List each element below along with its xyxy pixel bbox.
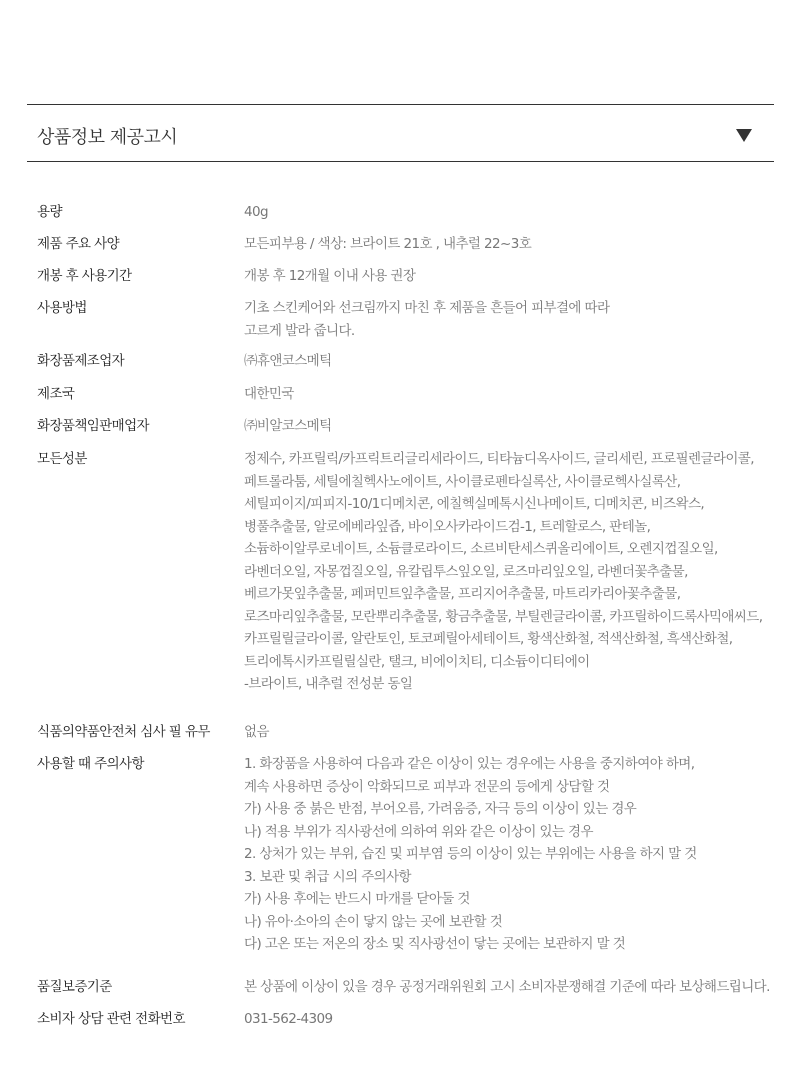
- info-value-line: ㈜휴앤코스메틱: [244, 353, 332, 369]
- info-row: [37, 233, 787, 256]
- info-label: 제조국: [37, 386, 75, 402]
- info-label: 사용할 때 주의사항: [37, 756, 144, 772]
- info-label: 화장품책임판매업자: [37, 418, 149, 434]
- info-value-line: 개봉 후 12개월 이내 사용 권장: [244, 268, 416, 284]
- info-row: [37, 201, 787, 224]
- info-value-line: 40g: [244, 204, 268, 220]
- info-value-line: 세틸피이지/피피지-10/1디메치콘, 에칠헥실메톡시신나메이트, 디메치콘, 비즈왁스,: [244, 496, 705, 512]
- info-value: [244, 201, 787, 224]
- info-row: [37, 448, 787, 696]
- info-value-line: 로즈마리잎추출물, 모란뿌리추출물, 황금추출물, 부틸렌글라이콜, 카프릴하이드록사믹애씨드,: [244, 608, 763, 625]
- info-value-line: 다) 고온 또는 저온의 장소 및 직사광선이 닿는 곳에는 보관하지 말 것: [244, 936, 626, 952]
- info-value-line: 병풀추출물, 알로에베라잎즙, 바이오사카라이드검-1, 트레할로스, 판테놀,: [244, 518, 651, 535]
- info-value-line: 가) 사용 후에는 반드시 마개를 닫아둘 것: [244, 891, 470, 907]
- info-value: [244, 415, 787, 438]
- info-value: [244, 297, 787, 342]
- info-label: 화장품제조업자: [37, 353, 125, 369]
- info-value-line: 031-562-4309: [244, 1011, 333, 1027]
- info-value: [244, 265, 787, 288]
- product-info-notice-toggle[interactable]: [27, 104, 774, 162]
- info-value-line: 기초 스킨케어와 선크림까지 마친 후 제품을 흔들어 피부결에 따라: [244, 300, 610, 316]
- info-value-line: -브라이트, 내추럴 전성분 동일: [244, 676, 413, 692]
- info-value: [244, 448, 787, 696]
- info-value-line: 고르게 발라 줍니다.: [244, 322, 355, 339]
- info-value-line: 베르가못잎추출물, 페퍼민트잎추출물, 프리지어추출물, 마트리카리아꽃추출물,: [244, 586, 681, 602]
- info-value-line: 1. 화장품을 사용하여 다음과 같은 이상이 있는 경우에는 사용을 중지하여야 하며,: [244, 756, 695, 772]
- info-value-line: 라벤더오일, 자몽껍질오일, 유칼립투스잎오일, 로즈마리잎오일, 라벤더꽃추출물,: [244, 563, 688, 580]
- info-value-line: 본 상품에 이상이 있을 경우 공정거래위원회 고시 소비자분쟁해결 기준에 따라 보상해드립니다.: [244, 979, 770, 995]
- info-value-line: 소듐하이알루로네이트, 소듐클로라이드, 소르비탄세스퀴올리에이트, 오렌지껍질오일,: [244, 541, 718, 557]
- info-label: 품질보증기준: [37, 979, 112, 995]
- info-value: [244, 350, 787, 373]
- info-row: [37, 415, 787, 438]
- info-value-line: ㈜비알코스메틱: [244, 418, 332, 434]
- info-value: [244, 383, 787, 406]
- info-value-line: 3. 보관 및 취급 시의 주의사항: [244, 868, 411, 885]
- info-row: [37, 265, 787, 288]
- info-value: [244, 721, 787, 744]
- info-value-line: 트리에톡시카프릴릴실란, 탤크, 비에이치티, 디소듐이디티에이: [244, 653, 590, 670]
- info-row: [37, 976, 787, 999]
- info-label: 모든성분: [37, 451, 87, 467]
- info-value-line: 계속 사용하면 증상이 악화되므로 피부과 전문의 등에게 상담할 것: [244, 778, 610, 795]
- info-value-line: 대한민국: [244, 386, 294, 402]
- info-label: 제품 주요 사양: [37, 236, 120, 252]
- info-label: 소비자 상담 관련 전화번호: [37, 1011, 185, 1027]
- info-label: 용량: [37, 204, 62, 220]
- info-value-line: 카프릴릴글라이콜, 알란토인, 토코페릴아세테이트, 황색산화철, 적색산화철, 흑색산화철,: [244, 631, 733, 647]
- info-row: [37, 721, 787, 744]
- info-value-line: 모든피부용 / 색상: 브라이트 21호 , 내추럴 22~3호: [244, 236, 532, 252]
- info-row: [37, 753, 787, 956]
- info-value-line: 페트롤라툼, 세틸에칠헥사노에이트, 사이클로펜타실록산, 사이클로헥사실록산,: [244, 473, 681, 490]
- info-row: [37, 1008, 787, 1031]
- info-label: 개봉 후 사용기간: [37, 268, 132, 284]
- info-value: [244, 976, 787, 999]
- info-value: [244, 233, 787, 256]
- info-value-line: 가) 사용 중 붉은 반점, 부어오름, 가려움증, 자극 등의 이상이 있는 경우: [244, 801, 637, 817]
- info-label: 사용방법: [37, 300, 87, 316]
- info-value-line: 없음: [244, 724, 269, 740]
- info-value-line: 2. 상처가 있는 부위, 습진 및 피부염 등의 이상이 있는 부위에는 사용을 하지 말 것: [244, 846, 697, 862]
- info-row: [37, 297, 787, 342]
- info-value: [244, 753, 787, 956]
- info-value-line: 정제수, 카프릴릭/카프릭트리글리세라이드, 티타늄디옥사이드, 글리세린, 프로필렌글라이콜,: [244, 451, 754, 467]
- info-row: [37, 383, 787, 406]
- info-row: [37, 350, 787, 373]
- info-value-line: 나) 유아·소아의 손이 닿지 않는 곳에 보관할 것: [244, 913, 503, 930]
- triangle-down-icon[interactable]: [736, 129, 752, 142]
- info-label: 식품의약품안전처 심사 필 유무: [37, 724, 210, 740]
- info-value: [244, 1008, 787, 1031]
- info-value-line: 나) 적용 부위가 직사광선에 의하여 위와 같은 이상이 있는 경우: [244, 823, 593, 840]
- notice-title: 상품정보 제공고시: [37, 127, 178, 148]
